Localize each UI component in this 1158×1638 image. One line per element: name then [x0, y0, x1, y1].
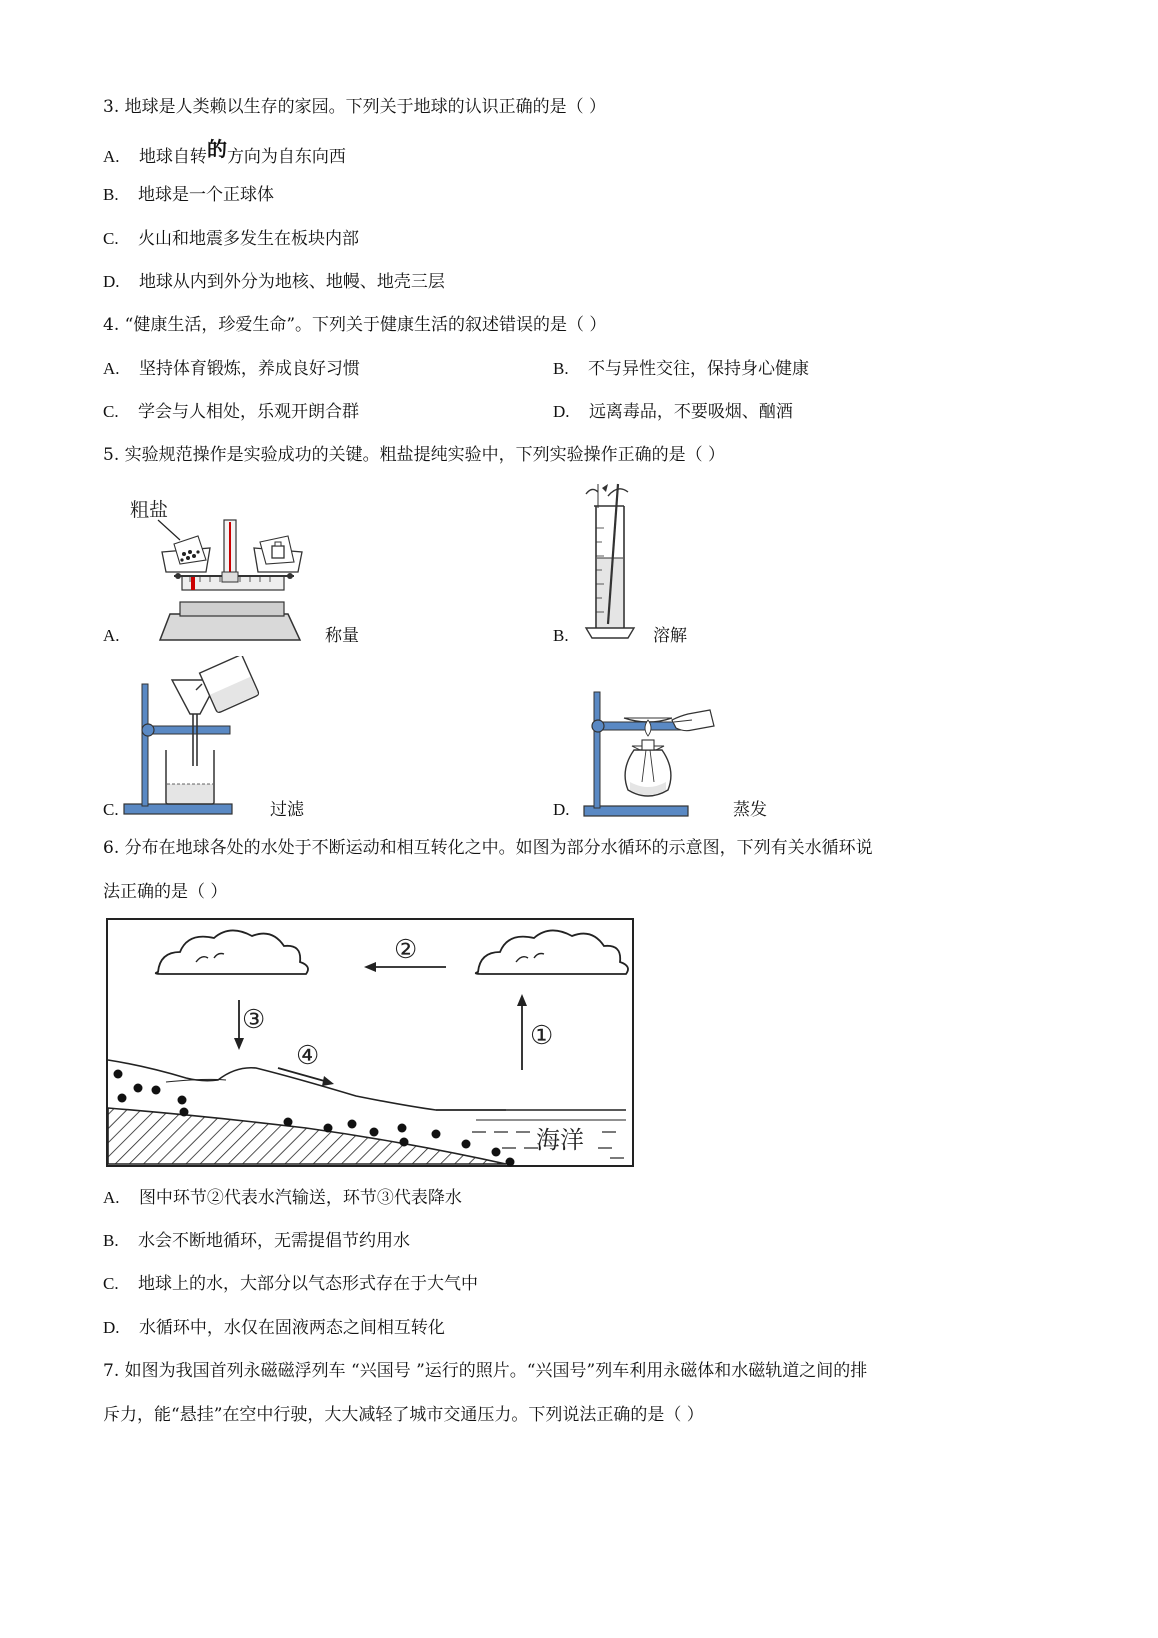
option-text: 远离毒品，不要吸烟、酗酒	[588, 402, 793, 422]
q5-option-a-label[interactable]: A.	[103, 626, 120, 645]
filtration-figure	[120, 656, 260, 816]
label-1: ①	[530, 1021, 554, 1051]
q4-option-d[interactable]	[553, 401, 793, 423]
option-label: B.	[103, 1231, 119, 1250]
q4-stem: 4. “健康生活，珍爱生命”。下列关于健康生活的叙述错误的是（ ）	[103, 315, 607, 335]
q4-option-c[interactable]	[103, 401, 359, 423]
option-label: C.	[103, 402, 119, 421]
option-text: 水会不断地循环，无需提倡节约用水	[138, 1231, 410, 1251]
q3-option-a[interactable]	[103, 137, 346, 168]
option-label: D.	[103, 1318, 120, 1337]
q5-option-d-label[interactable]: D.	[553, 800, 570, 819]
option-label: B.	[103, 185, 119, 204]
option-label: C.	[103, 229, 119, 248]
q3-option-b[interactable]	[103, 184, 274, 206]
q3-option-c[interactable]	[103, 228, 359, 250]
label-3: ③	[242, 1005, 266, 1035]
q5-option-a-caption: 称量	[325, 626, 359, 646]
option-text: 火山和地震多发生在板块内部	[138, 229, 359, 249]
q5-option-c-label[interactable]: C.	[103, 800, 119, 819]
q5-stem: 5. 实验规范操作是实验成功的关键。粗盐提纯实验中，下列实验操作正确的是（ ）	[103, 445, 726, 465]
option-label: A.	[103, 147, 120, 166]
q7-stem-line2: 斥力，能“悬挂”在空中行驶，大大减轻了城市交通压力。下列说法正确的是（ ）	[103, 1405, 704, 1425]
fig-label-coarse-salt: 粗盐	[130, 499, 169, 521]
q4-option-a[interactable]	[103, 358, 360, 380]
option-text: 地球是一个正球体	[138, 185, 274, 205]
q3-option-d[interactable]	[103, 271, 445, 293]
q6-option-c[interactable]	[103, 1273, 478, 1295]
q3-stem: 3. 地球是人类赖以生存的家园。下列关于地球的认识正确的是（ ）	[103, 97, 607, 117]
q6-option-b[interactable]	[103, 1230, 410, 1252]
option-text-rest: 方向为自东向西	[226, 147, 346, 167]
q4-option-b[interactable]	[553, 358, 809, 380]
option-text-char: 的	[206, 137, 227, 161]
q5-option-b-label[interactable]: B.	[553, 626, 569, 645]
option-text: 图中环节②代表水汽输送，环节③代表降水	[138, 1188, 462, 1208]
label-4: ④	[296, 1041, 320, 1071]
q5-option-c-caption: 过滤	[270, 800, 304, 820]
option-label: D.	[103, 272, 120, 291]
option-label: A.	[103, 359, 120, 378]
option-text: 坚持体育锻炼，养成良好习惯	[138, 359, 360, 379]
q5-option-b-caption: 溶解	[653, 626, 687, 646]
option-label: A.	[103, 1188, 120, 1207]
cylinder-dissolving-figure	[582, 478, 642, 646]
option-text: 地球上的水，大部分以气态形式存在于大气中	[138, 1274, 478, 1294]
q6-option-a[interactable]	[103, 1187, 462, 1209]
q7-stem-line1: 7. 如图为我国首列永磁磁浮列车 “兴国号 ”运行的照片。“兴国号”列车利用永磁体和水磁轨道之间的排	[103, 1361, 868, 1381]
option-label: C.	[103, 1274, 119, 1293]
option-text: 水循环中，水仅在固液两态之间相互转化	[138, 1318, 445, 1338]
q6-stem-line1: 6. 分布在地球各处的水处于不断运动和相互转化之中。如图为部分水循环的示意图，下列有关水循环说	[103, 838, 873, 858]
option-text: 地球从内到外分为地核、地幔、地壳三层	[138, 272, 445, 292]
water-cycle-diagram	[106, 918, 634, 1168]
q6-stem-line2: 法正确的是（ ）	[103, 882, 228, 902]
q6-option-d[interactable]	[103, 1317, 445, 1339]
option-text: 地球自转	[138, 147, 207, 167]
option-text: 不与异性交往，保持身心健康	[588, 359, 809, 379]
label-ocean: 海洋	[536, 1126, 584, 1154]
option-label: D.	[553, 402, 570, 421]
label-2: ②	[394, 935, 418, 965]
q5-option-d-caption: 蒸发	[733, 800, 767, 820]
option-text: 学会与人相处，乐观开朗合群	[138, 402, 359, 422]
option-label: B.	[553, 359, 569, 378]
balance-weighing-figure	[118, 492, 318, 644]
evaporation-figure	[580, 686, 720, 818]
